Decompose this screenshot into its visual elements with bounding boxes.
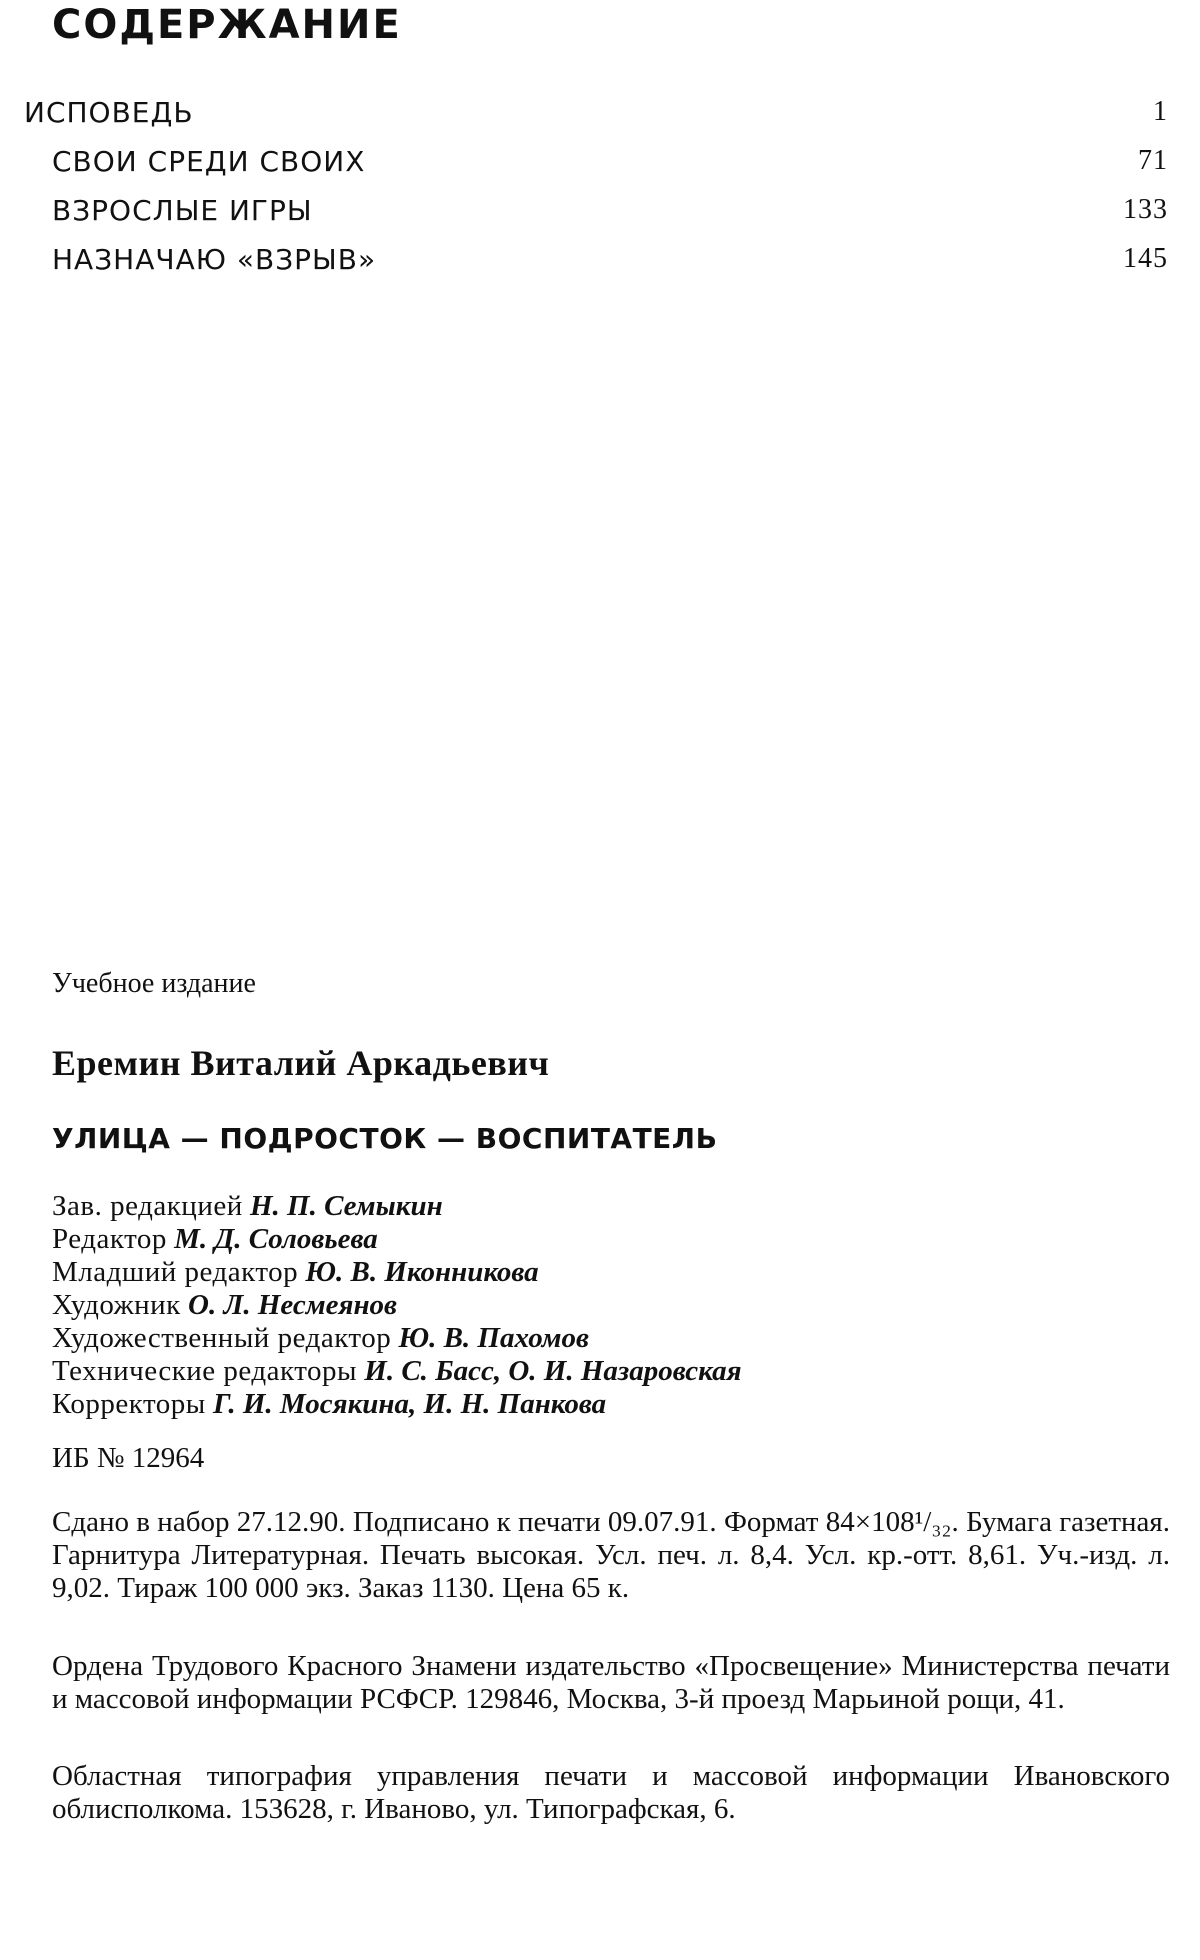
credit-line xyxy=(52,1223,1170,1256)
book-title: УЛИЦА — ПОДРОСТОК — ВОСПИТАТЕЛЬ xyxy=(52,1122,718,1155)
credit-names: Ю. В. Иконникова xyxy=(305,1256,539,1288)
credit-role: Редактор xyxy=(52,1223,167,1255)
contents-entry-title: ВЗРОСЛЫЕ ИГРЫ xyxy=(52,194,313,227)
print-info-paragraph: Сдано в набор 27.12.90. Подписано к печати 09.07.91. Формат 84×108¹/₃₂. Бумага газетная. Гарнитура Литературная. Печать высокая. Усл. печ. л. 8,4. Усл. кр.-отт. 8,61. Уч.-изд. л. 9,02. Тираж 100 000 экз. Заказ 1130. Цена 65 к. xyxy=(52,1506,1170,1604)
contents-entry xyxy=(0,194,1200,243)
credit-line xyxy=(52,1355,1170,1388)
publisher-paragraph: Ордена Трудового Красного Знамени издательство «Просвещение» Министерства печати и массовой информации РСФСР. 129846, Москва, 3-й проезд Марьиной рощи, 41. xyxy=(52,1650,1170,1715)
contents-heading: СОДЕРЖАНИЕ xyxy=(52,2,402,48)
credit-names: М. Д. Соловьева xyxy=(174,1223,378,1255)
contents-entry-page: 145 xyxy=(1123,243,1168,274)
credit-names: И. С. Басс, О. И. Назаровская xyxy=(364,1355,742,1387)
credit-line xyxy=(52,1322,1170,1355)
credit-line xyxy=(52,1256,1170,1289)
credit-role: Технические редакторы xyxy=(52,1355,358,1387)
credit-line xyxy=(52,1388,1170,1421)
contents-entry-title: ИСПОВЕДЬ xyxy=(24,96,194,129)
contents-entry-page: 71 xyxy=(1138,145,1168,176)
contents-entry-page: 133 xyxy=(1123,194,1168,225)
edition-type: Учебное издание xyxy=(52,968,256,999)
ib-number: ИБ № 12964 xyxy=(52,1442,205,1474)
credits-list xyxy=(52,1190,1170,1421)
credit-line xyxy=(52,1190,1170,1223)
contents-entry xyxy=(0,243,1200,292)
credit-role: Зав. редакцией xyxy=(52,1190,243,1222)
credit-names: О. Л. Несмеянов xyxy=(188,1289,398,1321)
credit-role: Художественный редактор xyxy=(52,1322,392,1354)
contents-entry xyxy=(0,96,1200,145)
contents-list xyxy=(0,96,1200,292)
author-name: Еремин Виталий Аркадьевич xyxy=(52,1043,550,1083)
credit-names: Г. И. Мосякина, И. Н. Панкова xyxy=(213,1388,607,1420)
credit-role: Младший редактор xyxy=(52,1256,299,1288)
credit-names: Н. П. Семыкин xyxy=(249,1190,443,1222)
contents-entry-title: НАЗНАЧАЮ «ВЗРЫВ» xyxy=(52,243,377,276)
contents-entry xyxy=(0,145,1200,194)
contents-entry-title: СВОИ СРЕДИ СВОИХ xyxy=(52,145,366,178)
credit-role: Художник xyxy=(52,1289,181,1321)
printer-paragraph: Областная типография управления печати и массовой информации Ивановского облисполкома. 153628, г. Иваново, ул. Типографская, 6. xyxy=(52,1760,1170,1825)
credit-line xyxy=(52,1289,1170,1322)
credit-names: Ю. В. Пахомов xyxy=(398,1322,589,1354)
contents-entry-page: 1 xyxy=(1153,96,1168,127)
credit-role: Корректоры xyxy=(52,1388,206,1420)
